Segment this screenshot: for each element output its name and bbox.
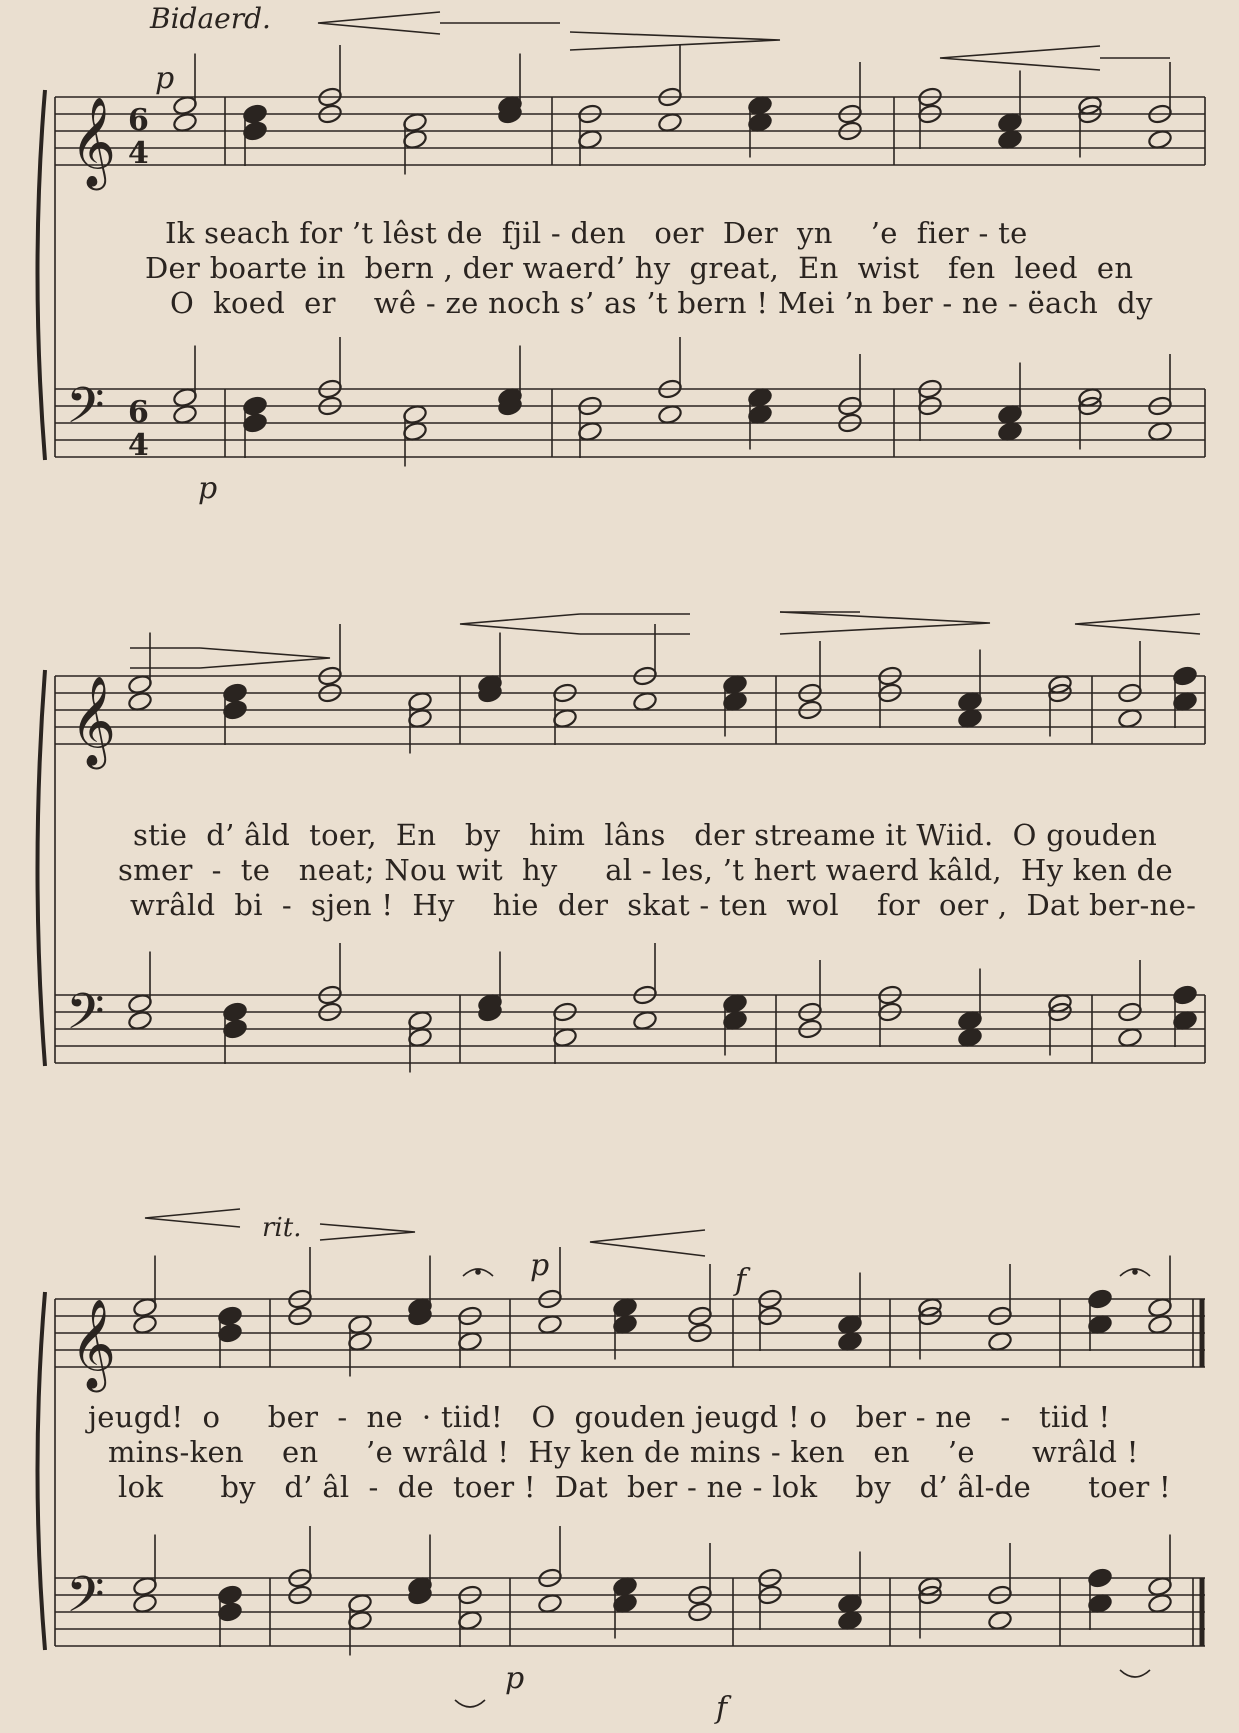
notehead [222, 682, 248, 704]
lyric-line-2-2: smer - te neat; Nou wit hy al - les, ’t hert waerd kâld, Hy ken de [118, 853, 1173, 887]
notehead [1117, 708, 1143, 730]
notehead [837, 1610, 863, 1632]
notehead [407, 1010, 433, 1032]
notehead [987, 1331, 1013, 1353]
treble-clef-icon: 𝄞 [70, 676, 117, 766]
notehead [837, 1314, 863, 1336]
notehead [242, 120, 268, 142]
notehead [747, 112, 773, 134]
notehead [172, 404, 198, 426]
notehead [347, 1610, 373, 1632]
notehead [1147, 1576, 1173, 1598]
notehead [1087, 1593, 1113, 1615]
notehead [957, 1010, 983, 1032]
notehead [347, 1593, 373, 1615]
notehead [722, 993, 748, 1015]
crescendo-hairpin [460, 614, 580, 634]
notehead [552, 1027, 578, 1049]
notehead [747, 404, 773, 426]
notehead [612, 1576, 638, 1598]
time-sig-top: 6 [128, 395, 149, 430]
notehead [632, 1010, 658, 1032]
bass-clef-icon: 𝄢 [66, 1566, 105, 1636]
notehead [987, 1610, 1013, 1632]
notehead [1087, 1314, 1113, 1336]
notehead [1087, 1567, 1113, 1589]
dynamic-mark: p [155, 61, 175, 96]
lyric-line-3-1: jeugd! o ber - ne · tiid! O gouden jeugd ! o ber - ne - tiid ! [88, 1400, 1111, 1434]
treble-clef-icon: 𝄞 [70, 97, 117, 187]
crescendo-hairpin [318, 12, 440, 34]
brace [38, 670, 46, 1066]
notehead [722, 691, 748, 713]
notehead [222, 1001, 248, 1023]
notehead [552, 708, 578, 730]
tempo-marking: Bidaerd. [150, 2, 271, 35]
crescendo-hairpin [145, 1209, 240, 1227]
notehead [402, 112, 428, 134]
decrescendo-hairpin [570, 32, 780, 50]
notehead [837, 1331, 863, 1353]
notehead [612, 1314, 638, 1336]
notehead [407, 1027, 433, 1049]
fermata-dot [476, 1270, 480, 1274]
lyric-line-1-1: Ik seach for ’t lêst de fjil - den oer Der yn ’e fier - te [165, 216, 1028, 250]
treble-clef-icon: 𝄞 [70, 1299, 117, 1389]
treble-staff [55, 97, 1205, 165]
notehead [1172, 1010, 1198, 1032]
notehead [407, 708, 433, 730]
notehead [657, 404, 683, 426]
notehead [957, 691, 983, 713]
bass-staff [55, 389, 1205, 457]
notehead [242, 395, 268, 417]
dynamic-mark: f [735, 1263, 747, 1298]
crescendo-hairpin [590, 1230, 705, 1256]
notehead [957, 1027, 983, 1049]
notehead [722, 674, 748, 696]
notehead [1147, 1297, 1173, 1319]
time-sig-bottom: 4 [128, 428, 149, 463]
decrescendo-hairpin [780, 612, 990, 634]
ritardando-mark: rit. [262, 1213, 302, 1243]
notehead [222, 699, 248, 721]
notehead [127, 993, 153, 1015]
notehead [997, 129, 1023, 151]
notehead [132, 1314, 158, 1336]
bass-clef-icon: 𝄢 [66, 983, 105, 1053]
notehead [172, 387, 198, 409]
notehead [217, 1305, 243, 1327]
notehead [837, 1593, 863, 1615]
notehead [1147, 1314, 1173, 1336]
decrescendo-hairpin [200, 648, 330, 668]
notehead [657, 112, 683, 134]
time-sig-bottom: 4 [128, 136, 149, 171]
dynamic-mark: p [198, 471, 218, 506]
notehead [217, 1584, 243, 1606]
notehead [402, 404, 428, 426]
notehead [172, 95, 198, 117]
notehead [457, 1610, 483, 1632]
notehead [997, 112, 1023, 134]
notehead [132, 1297, 158, 1319]
notehead [577, 129, 603, 151]
notehead [132, 1593, 158, 1615]
lyric-line-1-2: Der boarte in bern , der waerd’ hy great, En wist fen leed en [145, 251, 1134, 285]
notehead [127, 1010, 153, 1032]
notehead [132, 1576, 158, 1598]
notehead [747, 95, 773, 117]
notehead [1087, 1288, 1113, 1310]
notehead [242, 412, 268, 434]
lyric-line-2-3: wrâld bi - sjen ! Hy hie der skat - ten wol for oer , Dat ber-ne- [130, 888, 1197, 922]
bass-clef-icon: 𝄢 [66, 377, 105, 447]
notehead [402, 421, 428, 443]
notehead [347, 1314, 373, 1336]
notehead [537, 1593, 563, 1615]
crescendo-hairpin [940, 46, 1100, 70]
brace [38, 1292, 46, 1650]
notehead [172, 112, 198, 134]
notehead [1172, 691, 1198, 713]
notehead [217, 1601, 243, 1623]
decrescendo-hairpin [320, 1224, 415, 1240]
dynamic-mark: p [530, 1248, 550, 1283]
notehead [402, 129, 428, 151]
notehead [347, 1331, 373, 1353]
notehead [1172, 984, 1198, 1006]
notehead [1147, 129, 1173, 151]
notehead [632, 691, 658, 713]
notehead [997, 404, 1023, 426]
notehead [127, 674, 153, 696]
notehead [957, 708, 983, 730]
lyric-line-3-2: mins-ken en ’e wrâld ! Hy ken de mins - ken en ’e wrâld ! [108, 1435, 1139, 1469]
notehead [997, 421, 1023, 443]
dynamic-mark: p [505, 1661, 525, 1696]
notehead [537, 1314, 563, 1336]
notehead [457, 1331, 483, 1353]
notehead [1172, 665, 1198, 687]
notehead [1147, 1593, 1173, 1615]
fermata-icon [455, 1700, 485, 1707]
notehead [127, 691, 153, 713]
notehead [722, 1010, 748, 1032]
lyric-line-2-1: stie d’ âld toer, En by him lâns der streame it Wiid. O gouden [133, 818, 1158, 852]
fermata-dot [1133, 1270, 1137, 1274]
notehead [407, 691, 433, 713]
brace [38, 90, 46, 460]
lyric-line-3-3: lok by d’ âl - de toer ! Dat ber - ne - lok by d’ âl-de toer ! [118, 1470, 1171, 1504]
notehead [242, 103, 268, 125]
time-sig-top: 6 [128, 103, 149, 138]
notehead [222, 1018, 248, 1040]
notehead [612, 1593, 638, 1615]
notehead [217, 1322, 243, 1344]
notehead [1117, 1027, 1143, 1049]
dynamic-mark: f [716, 1691, 728, 1726]
notehead [612, 1297, 638, 1319]
notehead [577, 421, 603, 443]
crescendo-hairpin [1075, 614, 1200, 634]
notehead [747, 387, 773, 409]
lyric-line-1-3: O koed er wê - ze noch s’ as ’t bern ! Mei ’n ber - ne - ëach dy [170, 286, 1153, 320]
fermata-icon [1120, 1670, 1150, 1677]
notehead [1147, 421, 1173, 443]
